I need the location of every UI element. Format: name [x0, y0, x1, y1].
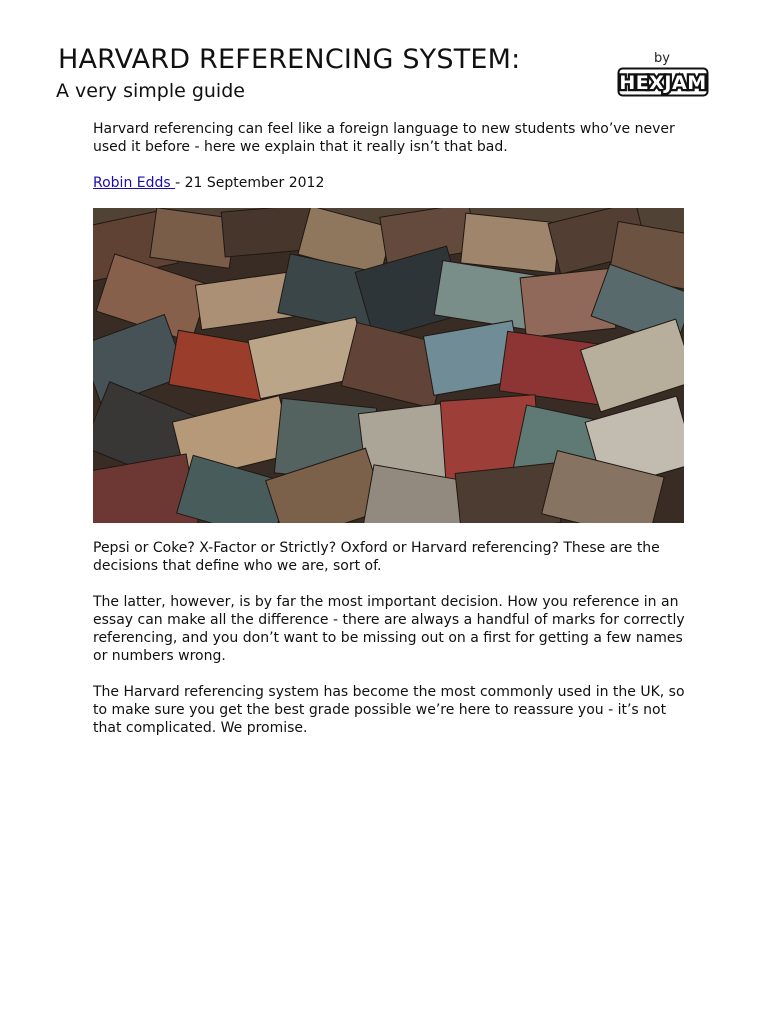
- article-paragraph: The latter, however, is by far the most important decision. How you reference in an essay can make all the difference - there are always a handful of marks for correctly referencing, and you don’t want to be missing out on a first for getting a few names or numbers wrong.: [93, 594, 685, 664]
- hexjam-logo-text: HEXJAM: [619, 72, 707, 94]
- article-paragraph: Pepsi or Coke? X-Factor or Strictly? Oxford or Harvard referencing? These are the decisions that define who we are, sort of.: [93, 540, 660, 574]
- page-title: HARVARD REFERENCING SYSTEM:: [58, 44, 521, 75]
- author-link[interactable]: Robin Edds: [93, 175, 176, 191]
- article-content: [93, 120, 693, 755]
- page-subtitle: A very simple guide: [56, 80, 245, 102]
- article-intro: Harvard referencing can feel like a foreign language to new students who’ve never used it before - here we explain that it really isn’t that bad.: [93, 121, 675, 155]
- article-paragraph: The Harvard referencing system has become the most commonly used in the UK, so to make sure you get the best grade possible we’re here to reassure you - it’s not that complicated. We promise.: [93, 684, 685, 736]
- article-date: - 21 September 2012: [175, 175, 325, 191]
- byline-by-label: by: [654, 51, 670, 66]
- hexjam-logo: [617, 66, 709, 98]
- article-meta: [93, 174, 693, 192]
- pile-of-books-image: [93, 208, 684, 523]
